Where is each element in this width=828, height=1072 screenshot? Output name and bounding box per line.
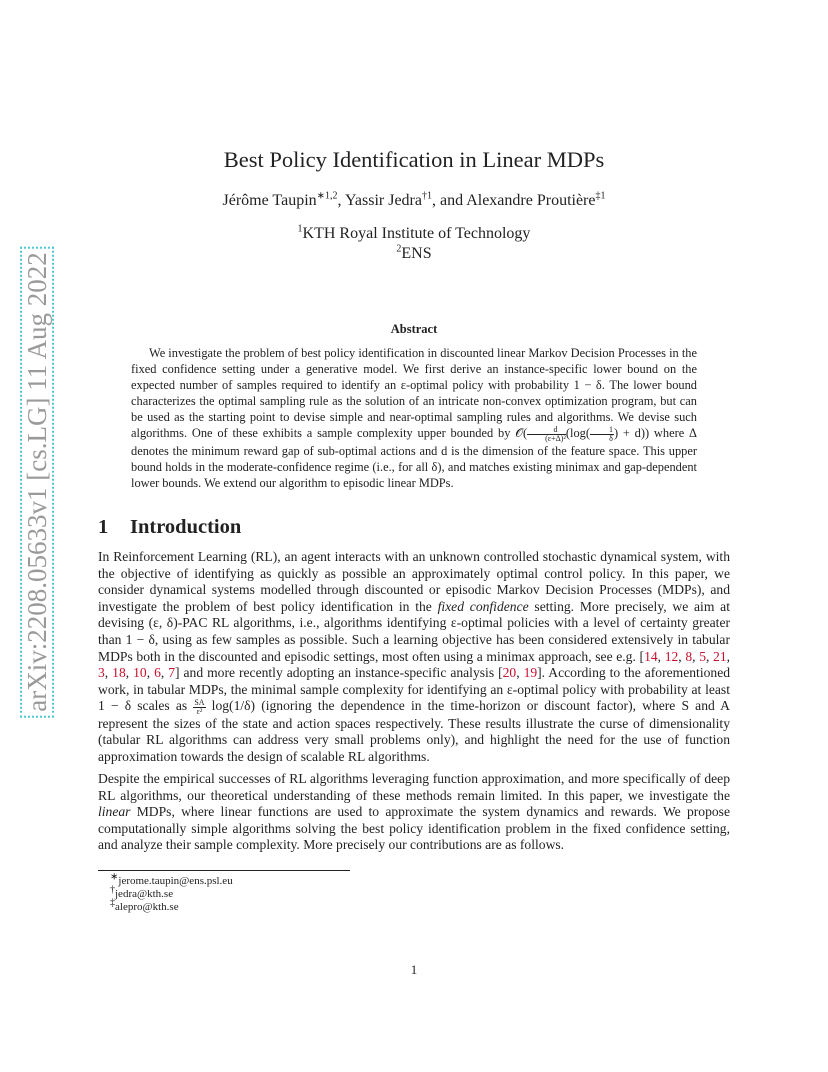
abstract-part: We investigate the problem of best policy identification in discounted linear Markov Decision Processes in the fixed confidence setting under a generative model. We first derive an instance-specific lower bound on the expected number of samples required to identify an ε-optimal policy with probability 1 − δ. The lower bound characterizes the optimal sampling rule as the solution of an intricate non-convex optimization program, but can be used as the starting point to devise simple and near-optimal sampling rules and algorithms. We devise such algorithms. One of these exhibits a sample complexity upper bounded by 𝒪( — [131, 346, 697, 440]
affiliation-name: KTH Royal Institute of Technology — [302, 225, 531, 242]
author-separator: , and — [431, 192, 467, 209]
author-name: Yassir Jedra — [344, 192, 422, 209]
section-heading — [98, 516, 241, 539]
footnote — [110, 871, 233, 888]
emphasis-text: linear — [98, 804, 131, 820]
fraction-numerator: 1 — [590, 426, 614, 435]
citation-link[interactable]: 3 — [98, 665, 105, 681]
abstract-text — [131, 345, 697, 491]
citation-link[interactable]: 5 — [699, 648, 706, 664]
abstract-heading: Abstract — [390, 322, 438, 336]
section-number: 1 — [98, 516, 109, 538]
arxiv-identifier[interactable]: arXiv:2208.05633v1 [cs.LG] 11 Aug 2022 — [20, 246, 54, 717]
citation-link[interactable]: 7 — [168, 665, 176, 681]
citation-link[interactable]: 19 — [523, 665, 538, 681]
author-affil-mark: ‡1 — [595, 190, 606, 202]
paragraph-text: In Reinforcement Learning (RL), an agent interacts with an unknown controlled stochastic dynamical system, with the objective of identifying as quickly as possible an approximately optimal control policy. In this paper, we consider dynamical systems modelled through discounted or episodic Markov Decision Processes (MDPs), and investigate the problem of best policy identification in the — [98, 549, 730, 614]
footnote-email[interactable]: jedra@kth.se — [115, 888, 174, 900]
fraction-denominator: ε² — [196, 706, 203, 716]
fraction — [527, 426, 566, 443]
emphasis-text: fixed confidence — [437, 598, 529, 614]
fraction — [193, 699, 205, 716]
citation-link[interactable]: 12 — [664, 648, 679, 664]
affiliation-mark: 2 — [396, 243, 402, 255]
paper-title: Best Policy Identification in Linear MDPs — [223, 147, 605, 172]
affiliation-name: ENS — [401, 245, 432, 262]
footnote — [110, 884, 174, 901]
footnote-email[interactable]: jerome.taupin@ens.psl.eu — [118, 875, 233, 887]
footnote-rule — [98, 870, 350, 871]
paragraph-text: ] and more recently adopting an instance-specific analysis [ — [175, 665, 503, 681]
page-number: 1 — [410, 962, 418, 977]
fraction-numerator: d — [527, 426, 566, 435]
citation-link[interactable]: 18 — [112, 665, 126, 681]
footnote — [110, 897, 179, 914]
paragraph-text: log(1/δ) (ignoring the dependence in the time-horizon or discount factor), where S and A represent the sizes of the state and action spaces respectively. These results illustrate the curse of dimensionality (tabular RL algorithms can address very small problems only), and highlight the need for the use of function approximation towards the design of scalable RL algorithms. — [98, 698, 730, 764]
abstract-part: ) + d)) where Δ denotes the minimum reward gap of sub-optimal actions and d is the dimension of the feature space. This upper bound holds in the moderate-confidence regime (i.e., for all δ), and matches existing minimax and gap-dependent lower bounds. We extend our algorithm to episodic linear MDPs. — [131, 426, 697, 490]
citation-link[interactable]: 20 — [502, 665, 517, 681]
citation-link[interactable]: 21 — [713, 648, 727, 664]
citation-link[interactable]: 10 — [133, 665, 147, 681]
intro-paragraph-2 — [98, 771, 730, 854]
footnote-email[interactable]: alepro@kth.se — [115, 901, 179, 913]
fraction-denominator: (ε+Δ)² — [545, 433, 566, 443]
affiliation — [0, 245, 828, 263]
fraction — [590, 426, 614, 443]
author-affil-mark: †1 — [421, 190, 432, 202]
paragraph-text: setting. More precisely, we aim at devising (ε, δ)-PAC RL algorithms, i.e., algorithms identifying ε-optimal policies with a level of certainty greater than 1 − δ, using as few samples as possible. Such a learning objective has been considered extensively in tabular MDPs both in the discounted and episodic settings, most often using a minimax approach, see e.g. [ — [98, 598, 730, 664]
author-affil-mark: ∗1,2 — [316, 190, 338, 202]
citation-link[interactable]: 8 — [685, 648, 693, 664]
paragraph-text: MDPs, where linear functions are used to approximate the system dynamics and rewards. We propose computationally simple algorithms solving the best policy identification problem in the fixed confidence setting, and analyze their sample complexity. More precisely our contributions are as follows. — [98, 804, 730, 853]
affiliation — [0, 225, 828, 243]
footnote-mark: ‡ — [110, 897, 115, 909]
author-name: Alexandre Proutière — [466, 192, 596, 209]
paragraph-text: ]. According to the aforementioned work, in tabular MDPs, the minimal sample complexity for identifying an ε-optimal policy with probability at least 1 − δ scales as — [98, 665, 731, 714]
author-name: Jérôme Taupin — [222, 192, 317, 209]
abstract-part: (log( — [565, 426, 590, 440]
citation-link[interactable]: 6 — [154, 665, 161, 681]
paragraph-text: Despite the empirical successes of RL algorithms leveraging function approximation, and more specifically of deep RL algorithms, our theoretical understanding of these methods remain limited. In this paper, we investigate the — [98, 771, 730, 803]
section-title: Introduction — [130, 516, 242, 538]
citation-link[interactable]: 14 — [644, 648, 658, 664]
fraction-numerator: SA — [194, 697, 205, 707]
author-separator: , — [337, 192, 345, 209]
footnote-mark: † — [110, 884, 115, 896]
footnote-mark: ∗ — [110, 871, 119, 883]
affiliation-mark: 1 — [297, 223, 303, 235]
fraction-denominator: δ — [609, 433, 613, 443]
intro-paragraph-1: In Reinforcement Learning (RL), an agent interacts with an unknown controlled stochastic dynamical system, with the objective of identifying as quickly as possible an approximately optimal control policy. In this paper, we consider dynamical systems modelled through discounted or episodic Markov Decision Processes (MDPs), and investigate the problem of best policy identification in the fixed confidence setting. More precisely, we aim at devising (ε, δ)-PAC RL algorithms, i.e., algorithms identifying ε-optimal policies with a level of certainty greater than 1 − δ, using as few samples as possible. Such a learning objective has been considered extensively in tabular MDPs both in the discounted and episodic settings, most often using a minimax approach, see e.g. [14, 12, 8, 5, 21, 3, 18, 10, 6, 7] and more recently adopting an instance-specific analysis [20, 19]. According to the aforementioned work, in tabular MDPs, the minimal sample complexity for identifying an ε-optimal policy with probability at least 1 − δ scales as $\frac{SA}{\text{ε²}}$ log(1/δ) (ignoring the dependence in the time-horizon or discount factor), where S and A represent the sizes of the state and action spaces respectively. These results illustrate the curse of dimensionality (tabular RL algorithms can address very small problems only), and highlight the need for the use of function approximation towards the design of scalable RL algorithms. — [98, 549, 731, 764]
author-list — [0, 192, 828, 210]
